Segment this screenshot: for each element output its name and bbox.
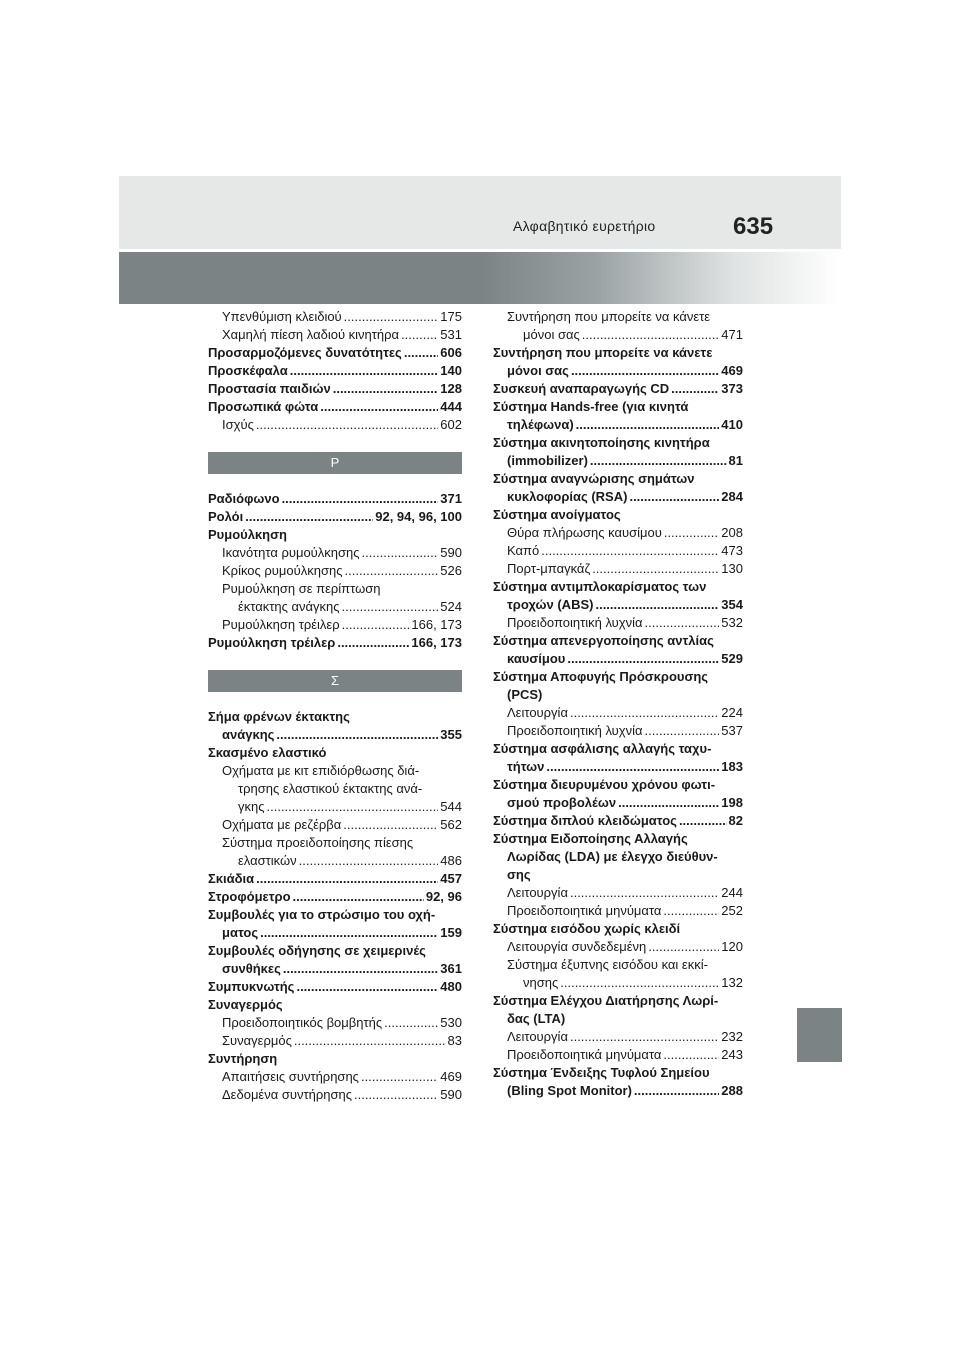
leader-dots [343, 816, 438, 834]
leader-dots [362, 544, 439, 562]
index-entry [493, 596, 743, 614]
leader-dots [256, 416, 438, 434]
entry-text: Σύστημα προειδοποίησης πίεσης [222, 835, 414, 850]
entry-text: Ραδιόφωνο [208, 491, 280, 506]
index-entry [208, 526, 462, 544]
entry-text: Σύστημα ακινητοποίησης κινητήρα [493, 435, 710, 450]
index-entry [493, 506, 743, 524]
entry-text: τροχών (ABS) [507, 597, 594, 612]
entry-text: Σύστημα διευρυμένου χρόνου φωτι- [493, 777, 716, 792]
leader-dots [592, 560, 719, 578]
entry-page[interactable]: 166, 173 [411, 617, 462, 632]
entry-text: Λειτουργία συνδεδεμένη [507, 939, 647, 954]
leader-dots [663, 902, 719, 920]
index-entry [208, 1068, 462, 1086]
entry-text: Οχήματα με κιτ επιδιόρθωσης διά- [222, 763, 420, 778]
entry-page[interactable]: 410 [721, 417, 743, 432]
entry-page[interactable]: 354 [721, 597, 743, 612]
index-entry [493, 812, 743, 830]
index-entry [208, 870, 462, 888]
entry-text: Καπό [507, 543, 540, 558]
index-entry [208, 726, 462, 744]
entry-page[interactable]: 355 [440, 727, 462, 742]
index-entry [208, 744, 462, 762]
entry-page[interactable]: 544 [440, 799, 462, 814]
entry-text: Θύρα πλήρωσης καυσίμου [507, 525, 662, 540]
leader-dots [570, 1028, 719, 1046]
entry-text: (PCS) [507, 687, 543, 702]
index-entry [493, 992, 743, 1010]
entry-list [208, 308, 462, 434]
entry-page[interactable]: 473 [721, 543, 743, 558]
entry-page[interactable]: 529 [721, 651, 743, 666]
index-entry [208, 634, 462, 652]
leader-dots [629, 488, 719, 506]
leader-dots [260, 924, 438, 942]
entry-page[interactable]: 524 [440, 599, 462, 614]
index-entry [208, 942, 462, 960]
entry-text: Λειτουργία [507, 885, 568, 900]
entry-text: Συναγερμός [208, 997, 283, 1012]
index-entry [208, 544, 462, 562]
entry-text: Ρυμούλκηση σε περίπτωση [222, 581, 381, 596]
entry-page[interactable]: 81 [728, 453, 743, 468]
index-entry [493, 578, 743, 596]
entry-text: Σύστημα Ελέγχου Διατήρησης Λωρί- [493, 993, 719, 1008]
leader-dots [541, 542, 719, 560]
entry-text: Λειτουργία [507, 1029, 568, 1044]
entry-text: Σύστημα Ένδειξης Τυφλού Σημείου [493, 1065, 710, 1080]
index-entry [208, 308, 462, 326]
entry-page[interactable]: 166, 173 [411, 635, 462, 650]
leader-dots [342, 598, 439, 616]
index-entry [208, 616, 462, 634]
index-entry [493, 956, 743, 974]
index-entry [493, 668, 743, 686]
leader-dots [404, 344, 438, 362]
entry-text: Συντήρηση [208, 1051, 278, 1066]
entry-text: τρησης ελαστικού έκτακτης ανά- [238, 781, 423, 796]
entry-text: σμού προβολέων [507, 795, 617, 810]
leader-dots [342, 616, 410, 634]
entry-page[interactable]: 159 [440, 925, 462, 940]
entry-text: Ρυμούλκηση τρέιλερ [208, 635, 336, 650]
leader-dots [282, 490, 439, 508]
entry-text: Συμβουλές για το στρώσιμο του οχή- [208, 907, 436, 922]
entry-page[interactable]: 132 [721, 975, 743, 990]
entry-page[interactable]: 532 [721, 615, 743, 630]
index-entry [493, 362, 743, 380]
entry-text: καυσίμου [507, 651, 566, 666]
entry-page[interactable]: 537 [721, 723, 743, 738]
entry-text: Συμβουλές οδήγησης σε χειμερινές [208, 943, 426, 958]
index-entry [208, 598, 462, 616]
index-entry [208, 996, 462, 1014]
leader-dots [293, 888, 424, 906]
index-entry [493, 326, 743, 344]
leader-dots [296, 978, 438, 996]
entry-page[interactable]: 590 [440, 545, 462, 560]
entry-page[interactable]: 606 [440, 345, 462, 360]
entry-text: Προσκέφαλα [208, 363, 288, 378]
index-entry [208, 888, 462, 906]
index-entry [208, 362, 462, 380]
entry-page[interactable]: 183 [721, 759, 743, 774]
entry-page[interactable]: 198 [721, 795, 743, 810]
header-band [119, 252, 841, 304]
leader-dots [267, 798, 439, 816]
leader-dots [679, 812, 727, 830]
leader-dots [582, 326, 720, 344]
leader-dots [345, 562, 439, 580]
entry-page[interactable]: 243 [721, 1047, 743, 1062]
leader-dots [245, 508, 373, 526]
entry-text: Σύστημα αναγνώρισης σημάτων [493, 471, 695, 486]
entry-page[interactable]: 471 [721, 327, 743, 342]
index-entry [493, 398, 743, 416]
entry-page[interactable]: 288 [721, 1083, 743, 1098]
index-entry [493, 560, 743, 578]
index-entry [208, 960, 462, 978]
index-entry [208, 816, 462, 834]
page-number: 635 [733, 213, 774, 240]
entry-text: Συσκευή αναπαραγωγής CD [493, 381, 670, 396]
entry-page[interactable]: 128 [440, 381, 462, 396]
entry-page[interactable]: 175 [440, 309, 462, 324]
entry-text: Λειτουργία [507, 705, 568, 720]
index-entry [208, 398, 462, 416]
entry-text: Σύστημα Αποφυγής Πρόσκρουσης [493, 669, 709, 684]
leader-dots [384, 1014, 438, 1032]
entry-text: Σύστημα απενεργοποίησης αντλίας [493, 633, 714, 648]
entry-text: Συναγερμός [222, 1033, 292, 1048]
entry-text: Συντήρηση που μπορείτε να κάνετε [507, 309, 711, 324]
index-entry [493, 1046, 743, 1064]
entry-text: τήτων [507, 759, 545, 774]
entry-text: Προειδοποιητική λυχνία [507, 723, 643, 738]
index-entry [493, 470, 743, 488]
index-entry [208, 852, 462, 870]
entry-text: Συμπυκνωτής [208, 979, 295, 994]
entry-text: Προσαρμοζόμενες δυνατότητες [208, 345, 402, 360]
leader-dots [663, 1046, 719, 1064]
entry-text: Οχήματα με ρεζέρβα [222, 817, 342, 832]
entry-text: Σύστημα ασφάλισης αλλαγής ταχυ- [493, 741, 712, 756]
index-entry [493, 1010, 743, 1028]
index-entry [493, 974, 743, 992]
entry-page[interactable]: 120 [721, 939, 743, 954]
leader-dots [634, 1082, 719, 1100]
leader-dots [595, 596, 719, 614]
entry-text: Προσωπικά φώτα [208, 399, 319, 414]
entry-text: τηλέφωνα) [507, 417, 574, 432]
index-entry [208, 1014, 462, 1032]
index-entry [208, 762, 462, 780]
index-entry [493, 902, 743, 920]
entry-text: Συντήρηση που μπορείτε να κάνετε [493, 345, 713, 360]
index-entry [208, 834, 462, 852]
index-entry [493, 452, 743, 470]
entry-text: Υπενθύμιση κλειδιού [222, 309, 342, 324]
leader-dots [645, 722, 720, 740]
entry-text: σης [507, 867, 531, 882]
entry-text: κυκλοφορίας (RSA) [507, 489, 628, 504]
leader-dots [648, 938, 719, 956]
entry-page[interactable]: 373 [721, 381, 743, 396]
entry-text: έκτακτης ανάγκης [238, 599, 340, 614]
index-column-left [208, 308, 462, 1104]
entry-text: ελαστικών [238, 853, 297, 868]
index-entry [493, 380, 743, 398]
page-title: Αλφαβητικό ευρετήριο [513, 218, 656, 234]
index-entry [208, 906, 462, 924]
entry-page[interactable]: 92, 94, 96, 100 [375, 509, 462, 524]
entry-text: Σύστημα εισόδου χωρίς κλειδί [493, 921, 681, 936]
index-entry [493, 686, 743, 704]
leader-dots [333, 380, 439, 398]
index-entry [208, 978, 462, 996]
entry-page[interactable]: 92, 96 [425, 889, 462, 904]
index-entry [493, 758, 743, 776]
entry-text: Προειδοποιητικά μηνύματα [507, 903, 662, 918]
index-entry [208, 1050, 462, 1068]
index-entry [493, 1082, 743, 1100]
entry-page[interactable]: 531 [440, 327, 462, 342]
index-entry [208, 1086, 462, 1104]
entry-text: Προειδοποιητικά μηνύματα [507, 1047, 662, 1062]
leader-dots [664, 524, 719, 542]
entry-page[interactable]: 140 [440, 363, 462, 378]
entry-page[interactable]: 602 [440, 417, 462, 432]
entry-page[interactable]: 82 [728, 813, 743, 828]
index-entry [493, 488, 743, 506]
leader-dots [290, 362, 439, 380]
entry-text: νησης [523, 975, 559, 990]
index-entry [493, 308, 743, 326]
index-entry [493, 884, 743, 902]
entry-text: Χαμηλή πίεση λαδιού κινητήρα [222, 327, 400, 342]
index-entry [208, 416, 462, 434]
index-entry [493, 344, 743, 362]
leader-dots [283, 960, 438, 978]
leader-dots [546, 758, 719, 776]
index-entry [208, 924, 462, 942]
entry-page[interactable]: 530 [440, 1015, 462, 1030]
index-entry [493, 524, 743, 542]
leader-dots [570, 884, 719, 902]
index-entry [208, 1032, 462, 1050]
entry-text: Απαιτήσεις συντήρησης [222, 1069, 359, 1084]
entry-list [493, 308, 743, 1100]
entry-page[interactable]: 224 [721, 705, 743, 720]
entry-page[interactable]: 244 [721, 885, 743, 900]
entry-list [208, 490, 462, 652]
leader-dots [645, 614, 720, 632]
entry-page[interactable]: 444 [440, 399, 462, 414]
section-header-sigma: Σ [208, 670, 462, 692]
index-entry [208, 580, 462, 598]
index-entry [493, 434, 743, 452]
entry-text: Σκιάδια [208, 871, 255, 886]
leader-dots [567, 650, 719, 668]
leader-dots [320, 398, 438, 416]
entry-page[interactable]: 232 [721, 1029, 743, 1044]
entry-page[interactable]: 526 [440, 563, 462, 578]
entry-text: Ισχύς [222, 417, 254, 432]
entry-text: Λωρίδας (LDA) με έλεγχο διεύθυν- [507, 849, 718, 864]
entry-text: Προειδοποιητική λυχνία [507, 615, 643, 630]
index-entry [493, 938, 743, 956]
side-tab [797, 1008, 842, 1062]
index-entry [208, 326, 462, 344]
leader-dots [256, 870, 438, 888]
leader-dots [671, 380, 719, 398]
section-header-rho: Ρ [208, 452, 462, 474]
index-entry [493, 1028, 743, 1046]
entry-text: δας (LTA) [507, 1011, 566, 1026]
index-entry [208, 780, 462, 798]
leader-dots [344, 308, 439, 326]
entry-text: Σύστημα Hands-free (για κινητά [493, 399, 689, 414]
index-entry [493, 632, 743, 650]
index-entry [208, 562, 462, 580]
index-entry [493, 1064, 743, 1082]
entry-page[interactable]: 361 [440, 961, 462, 976]
index-entry [493, 416, 743, 434]
entry-text: Σκασμένο ελαστικό [208, 745, 327, 760]
index-entry [493, 542, 743, 560]
entry-text: μόνοι σας [523, 327, 580, 342]
leader-dots [590, 452, 727, 470]
index-entry [493, 866, 743, 884]
index-entry [493, 920, 743, 938]
index-entry [208, 344, 462, 362]
entry-page[interactable]: 486 [440, 853, 462, 868]
entry-page[interactable]: 480 [440, 979, 462, 994]
entry-text: (immobilizer) [507, 453, 588, 468]
leader-dots [571, 362, 719, 380]
entry-page[interactable]: 130 [721, 561, 743, 576]
index-entry [208, 490, 462, 508]
entry-text: Ρυμούλκηση [208, 527, 287, 542]
index-entry [493, 722, 743, 740]
index-entry [493, 704, 743, 722]
entry-text: Ρυμούλκηση τρέιλερ [222, 617, 340, 632]
entry-page[interactable]: 208 [721, 525, 743, 540]
entry-text: Προστασία παιδιών [208, 381, 331, 396]
index-column-right [493, 308, 743, 1100]
index-entry [493, 614, 743, 632]
entry-page[interactable]: 469 [440, 1069, 462, 1084]
index-entry [208, 508, 462, 526]
leader-dots [337, 634, 409, 652]
entry-text: ματος [222, 925, 259, 940]
entry-text: Σύστημα ανοίγματος [493, 507, 621, 522]
entry-page[interactable]: 457 [440, 871, 462, 886]
leader-dots [276, 726, 438, 744]
leader-dots [354, 1086, 438, 1104]
index-entry [493, 794, 743, 812]
entry-text: συνθήκες [222, 961, 281, 976]
index-entry [208, 798, 462, 816]
entry-page[interactable]: 284 [721, 489, 743, 504]
leader-dots [294, 1032, 446, 1050]
leader-dots [570, 704, 719, 722]
index-entry [493, 848, 743, 866]
index-entry [493, 776, 743, 794]
entry-page[interactable]: 83 [447, 1033, 462, 1048]
entry-list [208, 708, 462, 1104]
leader-dots [401, 326, 438, 344]
entry-page[interactable]: 590 [440, 1087, 462, 1102]
entry-text: Σύστημα Ειδοποίησης Αλλαγής [493, 831, 688, 846]
entry-text: μόνοι σας [507, 363, 569, 378]
entry-text: Δεδομένα συντήρησης [222, 1087, 352, 1102]
leader-dots [560, 974, 719, 992]
index-entry [493, 650, 743, 668]
entry-text: ανάγκης [222, 727, 275, 742]
entry-text: Σύστημα αντιμπλοκαρίσματος των [493, 579, 707, 594]
entry-text: γκης [238, 799, 265, 814]
index-entry [208, 708, 462, 726]
entry-text: Σύστημα έξυπνης εισόδου και εκκί- [507, 957, 708, 972]
entry-text: Πορτ-μπαγκάζ [507, 561, 591, 576]
entry-text: (Bling Spot Monitor) [507, 1083, 632, 1098]
entry-page[interactable]: 562 [440, 817, 462, 832]
entry-page[interactable]: 252 [721, 903, 743, 918]
entry-text: Στροφόμετρο [208, 889, 291, 904]
leader-dots [299, 852, 439, 870]
leader-dots [361, 1068, 438, 1086]
entry-page[interactable]: 469 [721, 363, 743, 378]
leader-dots [576, 416, 720, 434]
entry-page[interactable]: 371 [440, 491, 462, 506]
entry-text: Ρολόι [208, 509, 244, 524]
entry-text: Σύστημα διπλού κλειδώματος [493, 813, 677, 828]
index-entry [493, 740, 743, 758]
leader-dots [618, 794, 719, 812]
entry-text: Σήμα φρένων έκτακτης [208, 709, 350, 724]
index-entry [493, 830, 743, 848]
entry-text: Ικανότητα ρυμούλκησης [222, 545, 360, 560]
entry-text: Κρίκος ρυμούλκησης [222, 563, 343, 578]
entry-text: Προειδοποιητικός βομβητής [222, 1015, 383, 1030]
index-entry [208, 380, 462, 398]
